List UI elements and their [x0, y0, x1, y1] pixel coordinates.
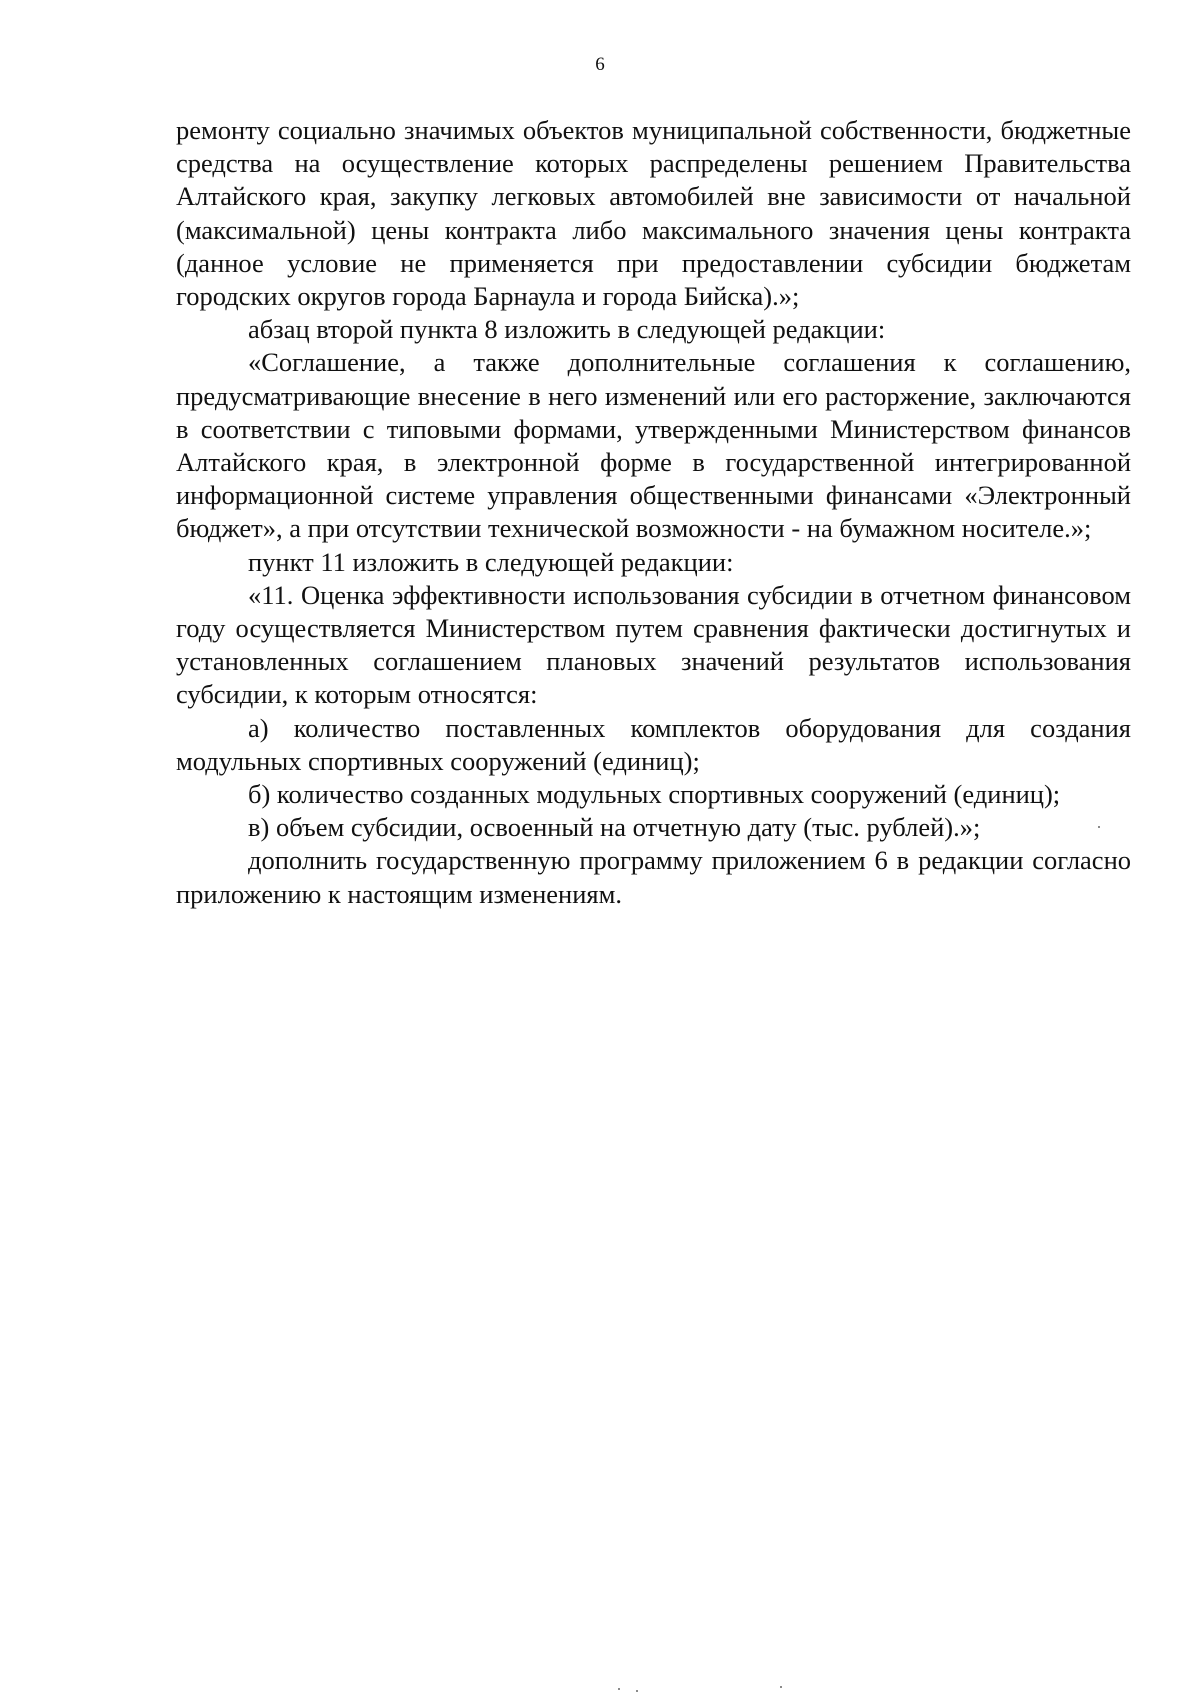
paragraph-agreement-quote: «Соглашение, а также дополнительные соглашения к соглашению, предусматривающие внесение в него изменений или его расторжение, заключаются в соответствии с типовыми формами, утвержденными Министерством финансов Алтайского края, в электронной форме в государственной интегрированной информационной системе управления общественными финансами «Электронный бюджет», а при отсутствии технической возможности - на бумажном носителе.»;	[176, 347, 1131, 544]
paragraph-add-appendix: дополнить государственную программу приложением 6 в редакции согласно приложению к настоящим изменениям.	[176, 845, 1131, 909]
paragraph-amend-clause-8: абзац второй пункта 8 изложить в следующей редакции:	[248, 314, 886, 345]
page-number: 6	[595, 54, 605, 75]
document-body	[176, 114, 1131, 911]
paragraph-amend-clause-11: пункт 11 изложить в следующей редакции:	[248, 546, 734, 577]
scan-speck	[636, 1690, 638, 1692]
paragraph-clause-11-text: «11. Оценка эффективности использования субсидии в отчетном финансовом году осуществляется Министерством путем сравнения фактически достигнутых и установленных соглашением плановых значений результатов использования субсидии, к которым относятся:	[176, 579, 1131, 710]
scan-speck	[1098, 826, 1100, 828]
paragraph-continuation: ремонту социально значимых объектов муниципальной собственности, бюджетные средства на осуществление которых распределены решением Правительства Алтайского края, закупку легковых автомобилей вне зависимости от начальной (максимальной) цены контракта либо максимального значения цены контракта (данное условие не применяется при предоставлении субсидии бюджетам городских округов города Барнаула и города Бийска).»;	[176, 115, 1131, 312]
scan-speck	[780, 1686, 782, 1688]
list-item-c: в) объем субсидии, освоенный на отчетную дату (тыс. рублей).»;	[248, 812, 981, 843]
list-item-a: а) количество поставленных комплектов оборудования для создания модульных спортивных сооружений (единиц);	[176, 712, 1131, 776]
list-item-b: б) количество созданных модульных спортивных сооружений (единиц);	[248, 779, 1061, 810]
scan-speck	[618, 1688, 620, 1690]
